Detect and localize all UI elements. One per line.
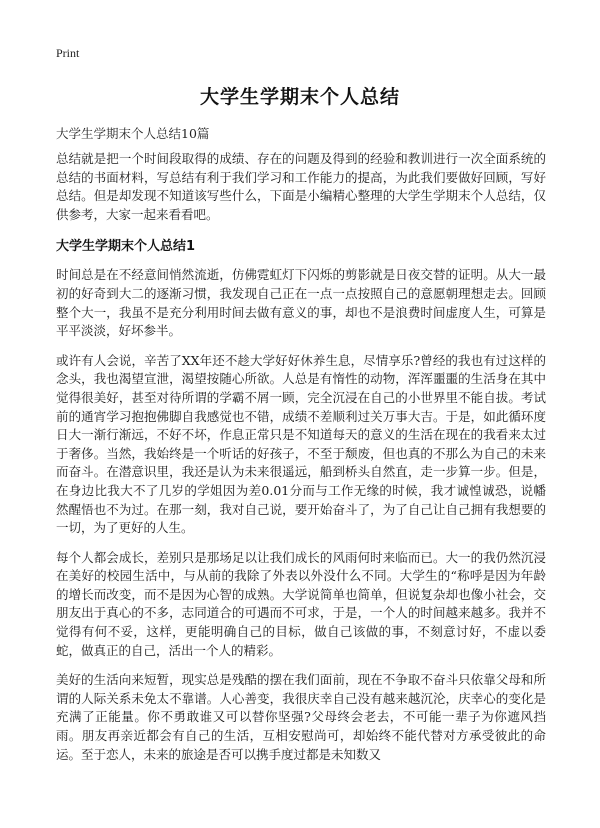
body-paragraph-1: 时间总是在不经意间悄然流逝，仿佛霓虹灯下闪烁的剪影就是日夜交替的证明。从大一最初的好奇到大二的逐渐习惯，我发现自己正在一点一点按照自己的意愿朝理想走去。回顾整个大一，我虽不是充分利用时间去做有意义的事，却也不是浪费时间虚度人生，可算是平平淡淡，好坏参半。 [56, 267, 546, 339]
print-label: Print [56, 46, 80, 60]
body-paragraph-2: 或许有人会说，辛苦了XX年还不趁大学好好休养生息，尽情享乐?曾经的我也有过这样的念头，我也渴望宣泄，渴望按随心所欲。人总是有惰性的动物，浑浑噩噩的生活身在其中觉得很美好，甚至对待所谓的学霸不屑一顾，完全沉浸在自己的小世界里不能自拔。考试前的通宵学习抱抱佛脚自我感觉也不错，成绩不差顺利过关万事大吉。于是，如此循环度日大一渐行渐远，不好不坏，作息正常只是不知道每天的意义的生活在现在的我看来太过于奢侈。当然，我始终是一个听话的好孩子，不至于颓废，但也真的不那么为自己的未来而奋斗。在潜意识里，我还是认为未来很遥远，船到桥头自然直，走一步算一步。但是，在身边比我大不了几岁的学姐因为差0.01分而与工作无缘的时候，我才诚惶诚恐，说幡然醒悟也不为过。在那一刻，我对自己说，要开始奋斗了，为了自己让自己拥有我想要的一切，为了更好的人生。 [56, 352, 546, 536]
document-body [56, 150, 546, 775]
body-paragraph-3: 每个人都会成长，差别只是那场足以让我们成长的风雨何时来临而已。大一的我仍然沉浸在美好的校园生活中，与从前的我除了外表以外没什么不同。大学生的“称呼是因为年龄的增长而改变，而不是因为心智的成熟。大学说简单也简单，但说复杂却也像小社会，交朋友出于真心的不多，志同道合的可遇而不可求，于是，一个人的时间越来越多。我并不觉得有何不妥，这样，更能明确自己的目标，做自己该做的事，不刻意讨好，不虚以委蛇，做真正的自己，活出一个人的精彩。 [56, 549, 546, 658]
page-title: 大学生学期末个人总结 [199, 86, 400, 108]
document-subtitle: 大学生学期末个人总结10篇 [56, 126, 210, 141]
section-heading: 大学生学期末个人总结1 [56, 239, 196, 255]
intro-paragraph: 总结就是把一个时间段取得的成绩、存在的问题及得到的经验和教训进行一次全面系统的总结的书面材料，写总结有利于我们学习和工作能力的提高，为此我们要做好回顾，写好总结。但是却发现不知道该写些什么，下面是小编精心整理的大学生学期末个人总结，仅供参考，大家一起来看看吧。 [56, 151, 546, 222]
body-paragraph-4: 美好的生活向来短暂，现实总是残酷的摆在我们面前，现在不争取不奋斗只依靠父母和所谓的人际关系未免太不靠谱。人心善变，我很庆幸自己没有越来越沉沦，庆幸心的变化是充满了正能量。你不勇敢谁又可以替你坚强?父母终会老去，不可能一辈子为你遮风挡雨。朋友再亲近都会有自己的生活，互相安慰尚可，却始终不能代替对方承受彼此的命运。至于恋人，未来的旅途是否可以携手度过都是未知数又 [56, 672, 546, 762]
